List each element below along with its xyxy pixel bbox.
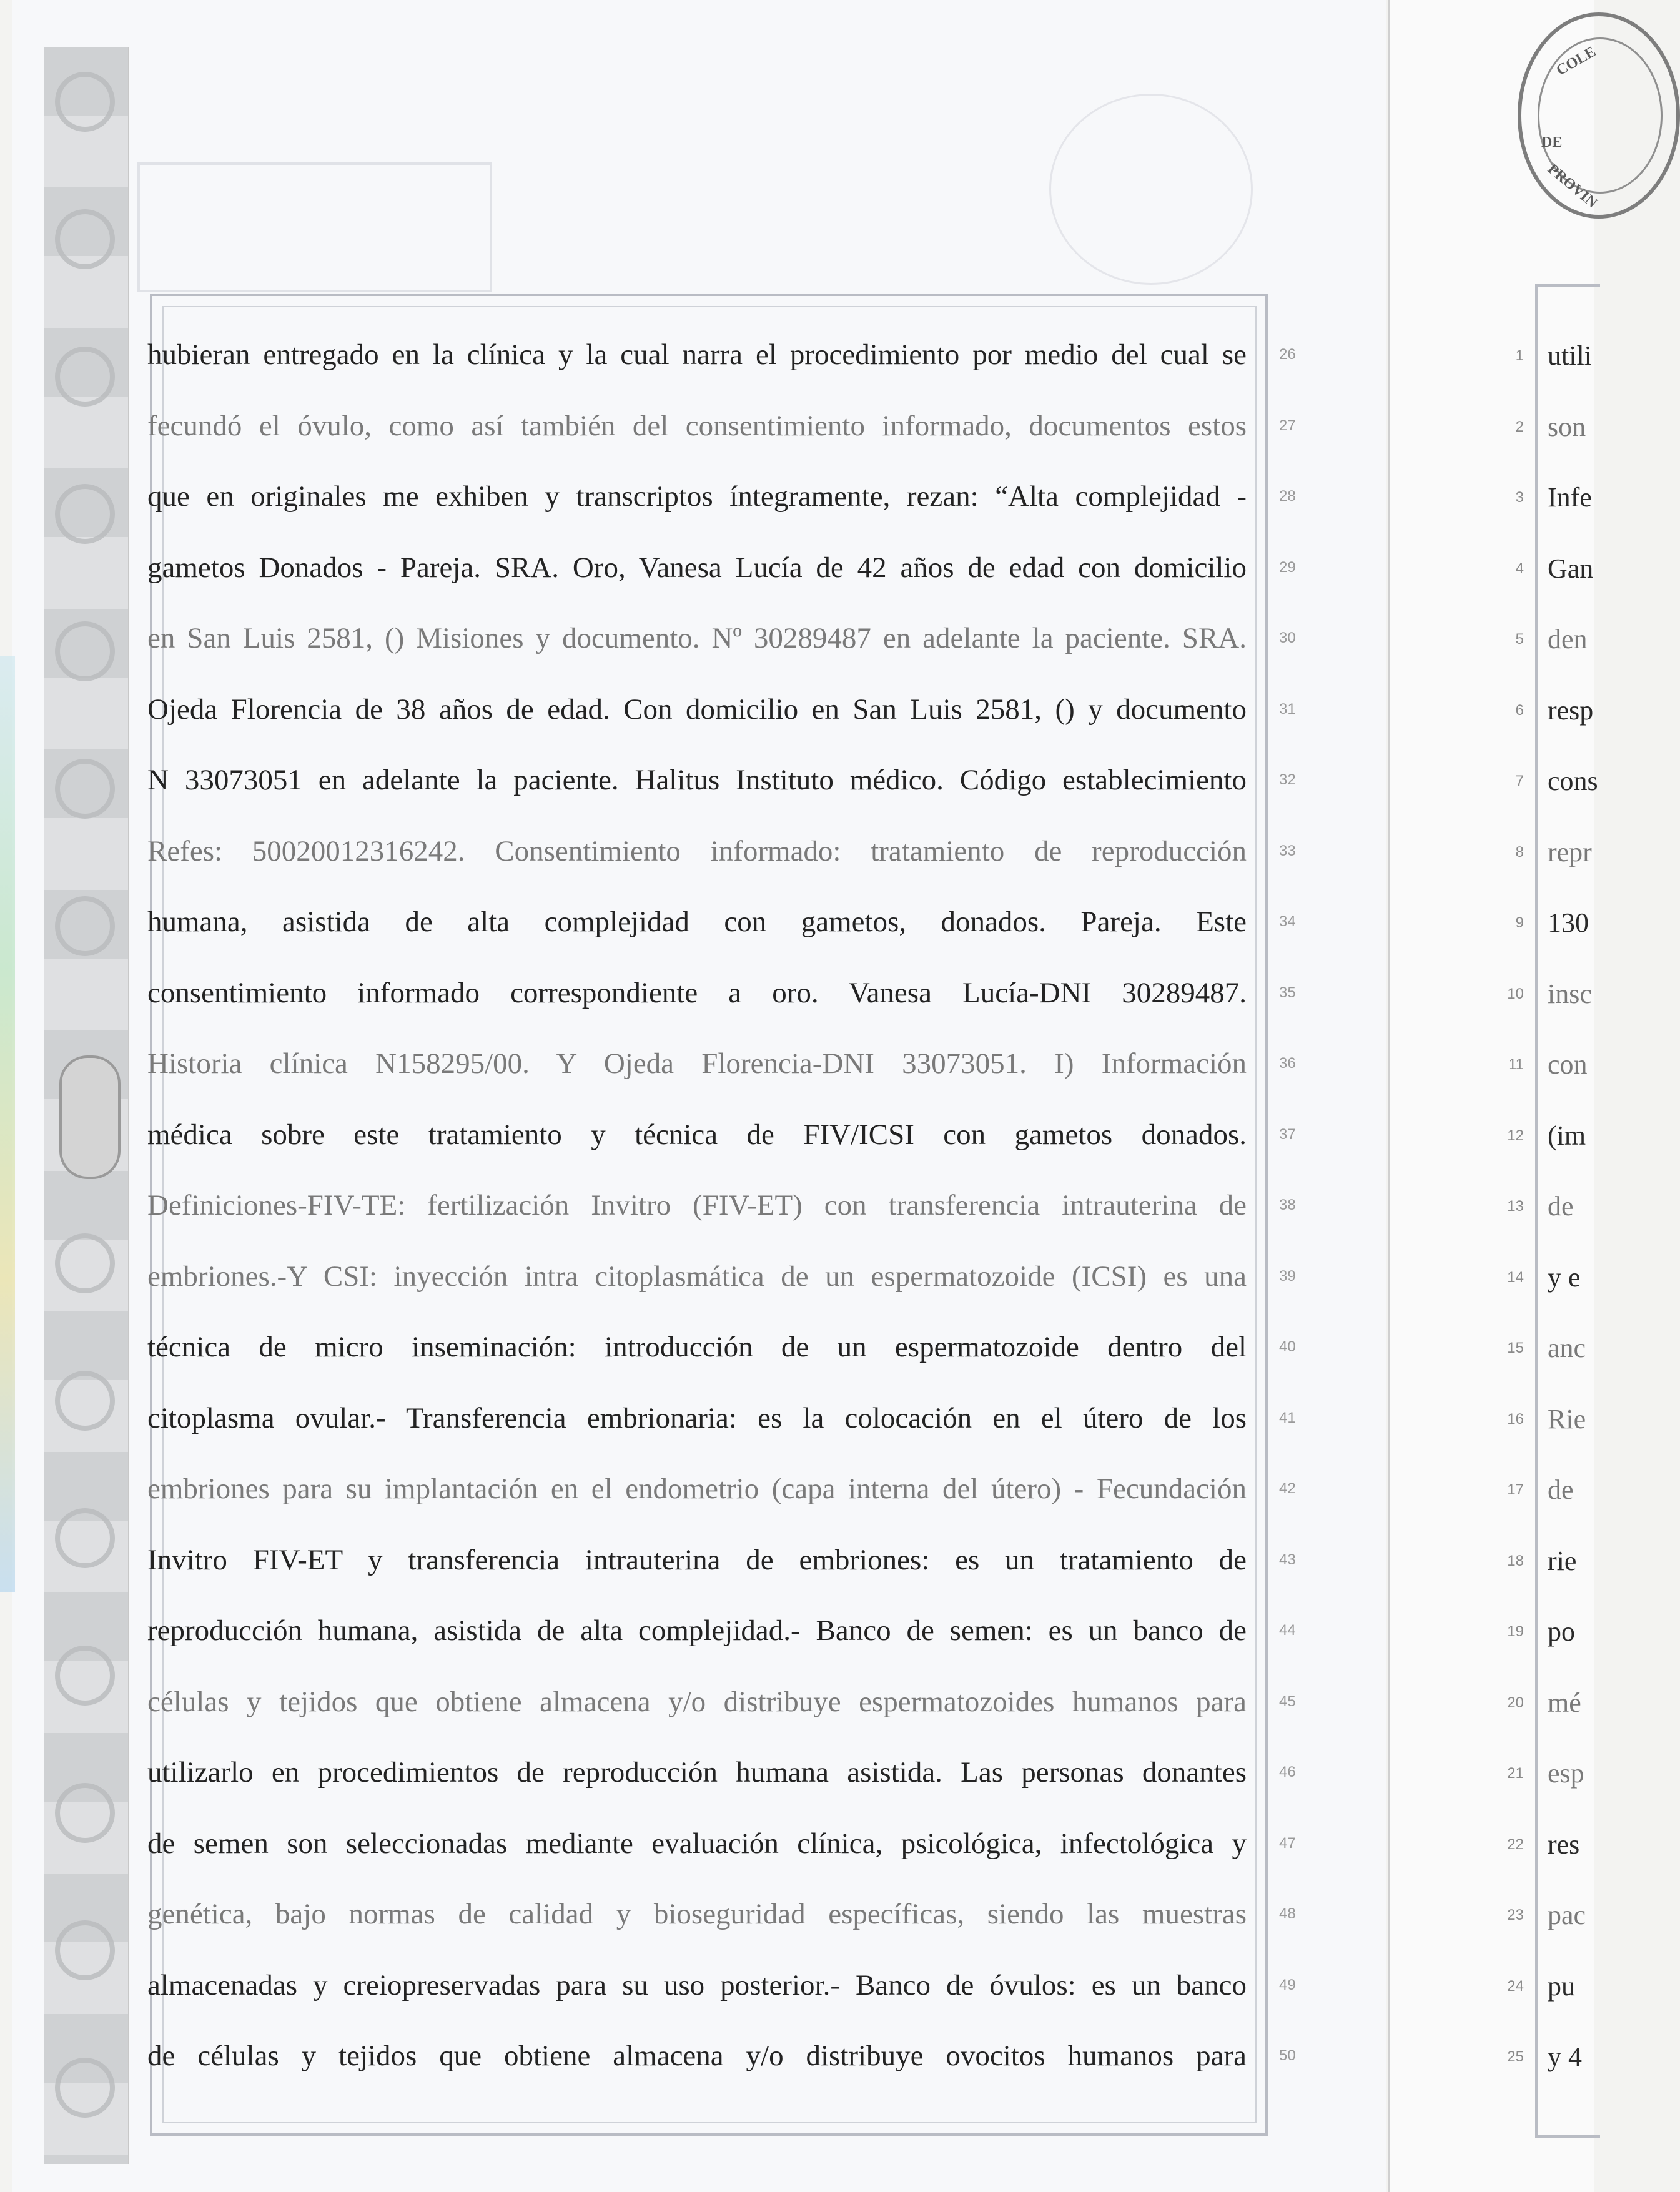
text-line: que en originales me exhiben y transcriptos íntegramente, rezan: “Alta complejidad - xyxy=(147,480,1247,513)
ornament-swirl-icon xyxy=(55,1646,115,1706)
faint-bleedthrough-seal xyxy=(1049,94,1253,285)
coat-of-arms-icon xyxy=(59,1055,121,1179)
line-number: 45 xyxy=(1279,1692,1296,1710)
line-number: 43 xyxy=(1279,1551,1296,1568)
line-number: 49 xyxy=(1279,1976,1296,1993)
ornament-swirl-icon xyxy=(55,896,115,956)
text-line: Ojeda Florencia de 38 años de edad. Con domicilio en San Luis 2581, () y documento xyxy=(147,693,1247,726)
text-line-fragment: 130 xyxy=(1548,907,1589,938)
text-line-fragment: pac xyxy=(1548,1900,1586,1930)
text-line: genética, bajo normas de calidad y bioseguridad específicas, siendo las muestras xyxy=(147,1898,1247,1930)
text-line: reproducción humana, asistida de alta complejidad.- Banco de semen: es un banco de xyxy=(147,1614,1247,1647)
line-number: 36 xyxy=(1279,1055,1296,1072)
faint-bleedthrough-stamp xyxy=(137,162,492,292)
text-line: de semen son seleccionadas mediante evaluación clínica, psicológica, infectológica y xyxy=(147,1827,1247,1860)
text-line-fragment: Infe xyxy=(1548,482,1592,513)
line-number: 8 xyxy=(1515,843,1524,861)
line-number: 22 xyxy=(1507,1835,1524,1853)
text-line-fragment: con xyxy=(1548,1049,1588,1080)
line-number: 48 xyxy=(1279,1905,1296,1922)
text-line: células y tejidos que obtiene almacena y/o distribuye espermatozoides humanos para xyxy=(147,1685,1247,1718)
text-line: humana, asistida de alta complejidad con gametos, donados. Pareja. Este xyxy=(147,906,1247,938)
text-line: de células y tejidos que obtiene almacena y/o distribuye ovocitos humanos para xyxy=(147,2040,1247,2072)
ornament-swirl-icon xyxy=(55,621,115,681)
scan-edge-glare xyxy=(0,656,15,1592)
line-number: 30 xyxy=(1279,629,1296,646)
ornament-swirl-icon xyxy=(55,759,115,819)
text-line: Historia clínica N158295/00. Y Ojeda Florencia-DNI 33073051. I) Información xyxy=(147,1047,1247,1080)
line-number: 27 xyxy=(1279,417,1296,434)
ornament-swirl-icon xyxy=(55,1233,115,1293)
line-number: 47 xyxy=(1279,1834,1296,1852)
text-line-fragment: de xyxy=(1548,1474,1574,1505)
line-number: 18 xyxy=(1507,1552,1524,1569)
text-line: consentimiento informado correspondiente a oro. Vanesa Lucía-DNI 30289487. xyxy=(147,976,1247,1009)
text-line: Refes: 50020012316242. Consentimiento informado: tratamiento de reproducción xyxy=(147,834,1247,867)
text-line-fragment: cons xyxy=(1548,766,1598,796)
ornament-swirl-icon xyxy=(55,1920,115,1980)
line-number: 3 xyxy=(1515,489,1524,506)
line-number: 31 xyxy=(1279,700,1296,718)
text-line: embriones.-Y CSI: inyección intra citoplasmática de un espermatozoide (ICSI) es una xyxy=(147,1260,1247,1293)
seal-text: DE xyxy=(1541,134,1563,151)
ornament-swirl-icon xyxy=(55,347,115,407)
text-line: médica sobre este tratamiento y técnica de FIV/ICSI con gametos donados. xyxy=(147,1118,1247,1151)
line-number: 19 xyxy=(1507,1623,1524,1640)
line-number: 34 xyxy=(1279,913,1296,930)
line-number: 39 xyxy=(1279,1267,1296,1285)
line-number: 23 xyxy=(1507,1907,1524,1923)
line-number: 6 xyxy=(1515,701,1524,719)
line-number: 10 xyxy=(1507,985,1524,1002)
line-number: 7 xyxy=(1515,773,1524,789)
text-line-fragment: po xyxy=(1548,1616,1575,1647)
text-line: técnica de micro inseminación: introducción de un espermatozoide dentro del xyxy=(147,1331,1247,1363)
text-line-fragment: esp xyxy=(1548,1758,1584,1789)
text-line-fragment: rie xyxy=(1548,1545,1577,1576)
line-number: 50 xyxy=(1279,2047,1296,2064)
line-number: 46 xyxy=(1279,1764,1296,1780)
text-line-fragment: res xyxy=(1548,1829,1580,1860)
text-line-fragment: son xyxy=(1548,411,1586,442)
text-line: fecundó el óvulo, como así también del consentimiento informado, documentos estos xyxy=(147,409,1247,442)
line-number: 29 xyxy=(1279,558,1296,576)
line-number: 12 xyxy=(1507,1127,1524,1144)
line-number: 13 xyxy=(1507,1198,1524,1215)
text-line: embriones para su implantación en el endometrio (capa interna del útero) - Fecundación xyxy=(147,1473,1247,1505)
ornament-swirl-icon xyxy=(55,72,115,132)
ornament-swirl-icon xyxy=(55,1508,115,1568)
text-line-fragment: anc xyxy=(1548,1333,1586,1363)
line-number: 33 xyxy=(1279,842,1296,859)
text-line-fragment: de xyxy=(1548,1191,1574,1222)
text-line: en San Luis 2581, () Misiones y documento. Nº 30289487 en adelante la paciente. SRA. xyxy=(147,622,1247,654)
line-number: 28 xyxy=(1279,488,1296,505)
line-number: 14 xyxy=(1507,1268,1524,1286)
line-number: 16 xyxy=(1507,1410,1524,1428)
ornament-swirl-icon xyxy=(55,1783,115,1843)
line-number: 40 xyxy=(1279,1338,1296,1355)
line-number: 26 xyxy=(1279,346,1296,363)
text-line-fragment: Rie xyxy=(1548,1403,1586,1434)
line-number: 9 xyxy=(1515,914,1524,931)
line-number: 32 xyxy=(1279,771,1296,788)
line-number: 41 xyxy=(1279,1409,1296,1426)
line-number: 2 xyxy=(1515,418,1524,435)
text-line: utilizarlo en procedimientos de reproducción humana asistida. Las personas donantes xyxy=(147,1756,1247,1789)
line-number: 38 xyxy=(1279,1197,1296,1213)
line-number: 25 xyxy=(1507,2048,1524,2065)
line-number: 4 xyxy=(1515,560,1524,577)
line-number: 37 xyxy=(1279,1125,1296,1143)
line-number: 1 xyxy=(1515,347,1524,364)
text-line-fragment: pu xyxy=(1548,1970,1575,2002)
text-line: gametos Donados - Pareja. SRA. Oro, Vanesa Lucía de 42 años de edad con domicilio xyxy=(147,551,1247,584)
text-line: hubieran entregado en la clínica y la cual narra el procedimiento por medio del cual se xyxy=(147,338,1247,371)
text-line: citoplasma ovular.- Transferencia embrionaria: es la colocación en el útero de los xyxy=(147,1401,1247,1434)
text-line-fragment: utili xyxy=(1548,340,1592,371)
text-line: Definiciones-FIV-TE: fertilización Invitro (FIV-ET) con transferencia intrauterina de xyxy=(147,1189,1247,1222)
line-number: 42 xyxy=(1279,1480,1296,1497)
ornament-swirl-icon xyxy=(55,2058,115,2118)
ornament-swirl-icon xyxy=(55,484,115,544)
line-number: 24 xyxy=(1507,1977,1524,1995)
text-line-fragment: y e xyxy=(1548,1261,1581,1293)
text-line-fragment: Gan xyxy=(1548,553,1594,584)
line-number: 5 xyxy=(1515,631,1524,648)
text-line-fragment: insc xyxy=(1548,978,1592,1009)
text-line-fragment: repr xyxy=(1548,836,1592,867)
text-line-fragment: resp xyxy=(1548,694,1594,726)
line-number: 21 xyxy=(1507,1765,1524,1782)
line-number: 11 xyxy=(1508,1056,1524,1073)
line-number: 44 xyxy=(1279,1622,1296,1639)
line-number: 35 xyxy=(1279,984,1296,1001)
seal-text: PROVIN xyxy=(1544,160,1601,212)
text-line: N 33073051 en adelante la paciente. Halitus Instituto médico. Código establecimiento xyxy=(147,764,1247,796)
line-number: 15 xyxy=(1507,1340,1524,1356)
ornament-swirl-icon xyxy=(55,1371,115,1431)
text-line-fragment: den xyxy=(1548,624,1588,654)
ornament-swirl-icon xyxy=(55,209,115,269)
seal-text: COLE xyxy=(1553,43,1599,79)
line-number: 20 xyxy=(1507,1694,1524,1711)
text-line: Invitro FIV-ET y transferencia intrauterina de embriones: es un tratamiento de xyxy=(147,1543,1247,1576)
text-line-fragment: (im xyxy=(1548,1120,1586,1151)
line-number: 17 xyxy=(1507,1481,1524,1498)
text-line-fragment: mé xyxy=(1548,1687,1581,1718)
text-line: almacenadas y creiopreservadas para su uso posterior.- Banco de óvulos: es un banco xyxy=(147,1968,1247,2002)
text-line-fragment: y 4 xyxy=(1548,2041,1582,2072)
